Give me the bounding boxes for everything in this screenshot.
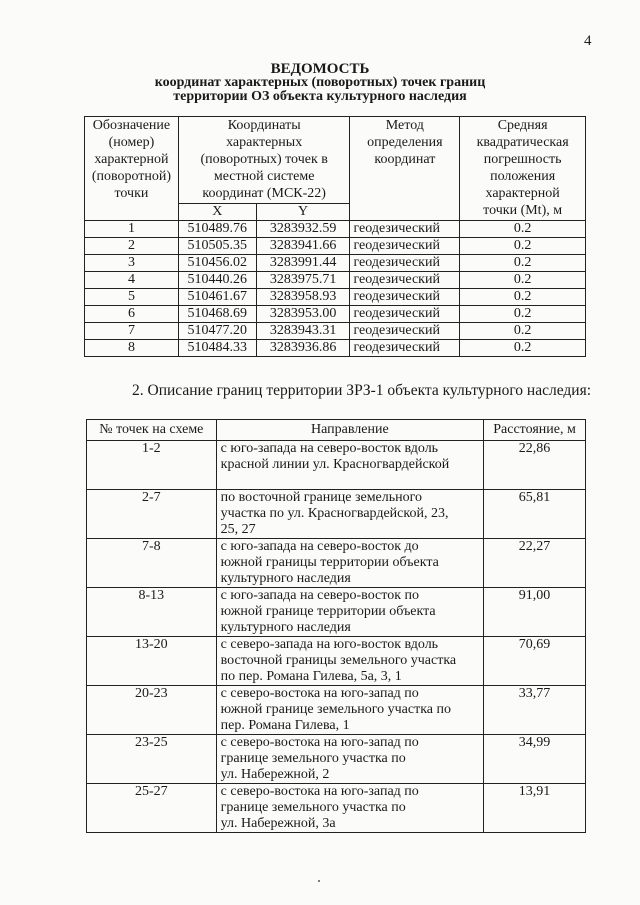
segment-points: 1-2 <box>87 441 217 490</box>
point-number: 5 <box>85 289 179 306</box>
segment-points: 13-20 <box>87 637 217 686</box>
table-row <box>87 588 586 637</box>
segment-points: 2-7 <box>87 490 217 539</box>
direction-line: южной границе территории объекта <box>220 604 436 619</box>
section-2-heading: 2. Описание границ территории ЗРЗ-1 объекта культурного наследия: <box>132 382 592 399</box>
coord-y: 3283953.00 <box>256 306 350 323</box>
direction-line: пер. Романа Гилева, 1 <box>220 718 350 733</box>
direction-line: ул. Набережной, 2 <box>220 767 330 782</box>
table-row <box>85 340 586 357</box>
direction-line: с северо-востока на юго-запад по <box>220 735 419 750</box>
coord-y: 3283943.31 <box>256 323 350 340</box>
segment-direction <box>216 441 483 490</box>
method: геодезический <box>350 340 460 357</box>
coord-x: 510505.35 <box>178 238 256 255</box>
segment-distance: 91,00 <box>484 588 586 637</box>
method: геодезический <box>350 255 460 272</box>
method: геодезический <box>350 238 460 255</box>
segment-distance: 22,86 <box>484 441 586 490</box>
segment-direction <box>216 784 483 833</box>
header-error: Средняя квадратическая погрешность положения характерной точки (Mt), м <box>460 117 586 221</box>
title-line-3: территории ОЗ объекта культурного наследия <box>173 89 467 104</box>
segment-direction <box>216 637 483 686</box>
segment-direction <box>216 539 483 588</box>
segment-points: 25-27 <box>87 784 217 833</box>
direction-line: 25, 27 <box>220 522 256 537</box>
segment-distance: 13,91 <box>484 784 586 833</box>
coord-y: 3283975.71 <box>256 272 350 289</box>
page-number: 4 <box>584 33 592 49</box>
segment-distance: 33,77 <box>484 686 586 735</box>
header-direction: Направление <box>216 420 483 441</box>
mt-value: 0.2 <box>460 323 586 340</box>
direction-line: с северо-востока на юго-запад по <box>220 784 419 799</box>
direction-line: границе земельного участка по <box>220 751 406 766</box>
segment-distance: 65,81 <box>484 490 586 539</box>
header-point: Обозначение (номер) характерной (поворотной) точки <box>85 117 179 221</box>
coord-x: 510477.20 <box>178 323 256 340</box>
coordinates-table <box>84 116 586 357</box>
direction-line: участка по ул. Красногвардейской, 23, <box>220 506 449 521</box>
header-distance: Расстояние, м <box>484 420 586 441</box>
coord-x: 510484.33 <box>178 340 256 357</box>
coord-y: 3283932.59 <box>256 221 350 238</box>
header-method: Метод определения координат <box>350 117 460 221</box>
direction-line: с юго-запада на северо-восток до <box>220 539 419 554</box>
scan-dot <box>318 880 320 882</box>
coord-x: 510461.67 <box>178 289 256 306</box>
coord-x: 510440.26 <box>178 272 256 289</box>
mt-value: 0.2 <box>460 289 586 306</box>
point-number: 7 <box>85 323 179 340</box>
document-title <box>0 62 640 104</box>
segment-direction <box>216 490 483 539</box>
direction-line: с северо-востока на юго-запад по <box>220 686 419 701</box>
coord-y: 3283941.66 <box>256 238 350 255</box>
mt-value: 0.2 <box>460 306 586 323</box>
header-y: Y <box>256 204 350 221</box>
table-row <box>87 735 586 784</box>
segment-distance: 70,69 <box>484 637 586 686</box>
direction-line: восточной границы земельного участка <box>220 653 457 668</box>
segment-direction <box>216 686 483 735</box>
mt-value: 0.2 <box>460 221 586 238</box>
table-row <box>85 221 586 238</box>
segment-distance: 22,27 <box>484 539 586 588</box>
segment-direction <box>216 588 483 637</box>
title-line-2: координат характерных (поворотных) точек границ <box>154 75 486 90</box>
coord-x: 510456.02 <box>178 255 256 272</box>
direction-line: культурного наследия <box>220 571 351 586</box>
segment-points: 7-8 <box>87 539 217 588</box>
table-row <box>87 784 586 833</box>
point-number: 6 <box>85 306 179 323</box>
table-row <box>85 289 586 306</box>
method: геодезический <box>350 272 460 289</box>
segment-direction <box>216 735 483 784</box>
direction-line: южной границе земельного участка по <box>220 702 452 717</box>
table-row <box>85 255 586 272</box>
point-number: 1 <box>85 221 179 238</box>
direction-line: по восточной границе земельного <box>220 490 423 505</box>
table-row <box>85 323 586 340</box>
coord-y: 3283991.44 <box>256 255 350 272</box>
method: геодезический <box>350 323 460 340</box>
point-number: 3 <box>85 255 179 272</box>
method: геодезический <box>350 221 460 238</box>
direction-line: с юго-запада на северо-восток вдоль <box>220 441 439 456</box>
segment-distance: 34,99 <box>484 735 586 784</box>
direction-line: красной линии ул. Красногвардейской <box>220 457 450 472</box>
direction-line: ул. Набережной, 3а <box>220 816 336 831</box>
segment-points: 8-13 <box>87 588 217 637</box>
direction-line: культурного наследия <box>220 620 351 635</box>
table-row <box>85 306 586 323</box>
method: геодезический <box>350 306 460 323</box>
header-x: X <box>178 204 256 221</box>
mt-value: 0.2 <box>460 340 586 357</box>
table-row <box>85 238 586 255</box>
coord-x: 510468.69 <box>178 306 256 323</box>
table-row <box>85 272 586 289</box>
mt-value: 0.2 <box>460 255 586 272</box>
table-row <box>87 539 586 588</box>
header-coordinates: Координаты характерных (поворотных) точек в местной системе координат (МСК-22) <box>178 117 350 204</box>
coord-x: 510489.76 <box>178 221 256 238</box>
direction-line: с северо-запада на юго-восток вдоль <box>220 637 439 652</box>
segment-points: 23-25 <box>87 735 217 784</box>
direction-line: южной границы территории объекта <box>220 555 439 570</box>
point-number: 2 <box>85 238 179 255</box>
table-row <box>87 686 586 735</box>
header-points: № точек на схеме <box>87 420 217 441</box>
boundary-description-table <box>86 419 586 833</box>
table-row <box>87 441 586 490</box>
mt-value: 0.2 <box>460 272 586 289</box>
direction-line: по пер. Романа Гилева, 5а, 3, 1 <box>220 669 402 684</box>
table-row <box>87 637 586 686</box>
method: геодезический <box>350 289 460 306</box>
point-number: 4 <box>85 272 179 289</box>
table-row <box>87 490 586 539</box>
point-number: 8 <box>85 340 179 357</box>
direction-line: с юго-запада на северо-восток по <box>220 588 419 603</box>
mt-value: 0.2 <box>460 238 586 255</box>
coord-y: 3283958.93 <box>256 289 350 306</box>
direction-line: границе земельного участка по <box>220 800 406 815</box>
segment-points: 20-23 <box>87 686 217 735</box>
coord-y: 3283936.86 <box>256 340 350 357</box>
title-line-1: ВЕДОМОСТЬ <box>270 61 370 77</box>
